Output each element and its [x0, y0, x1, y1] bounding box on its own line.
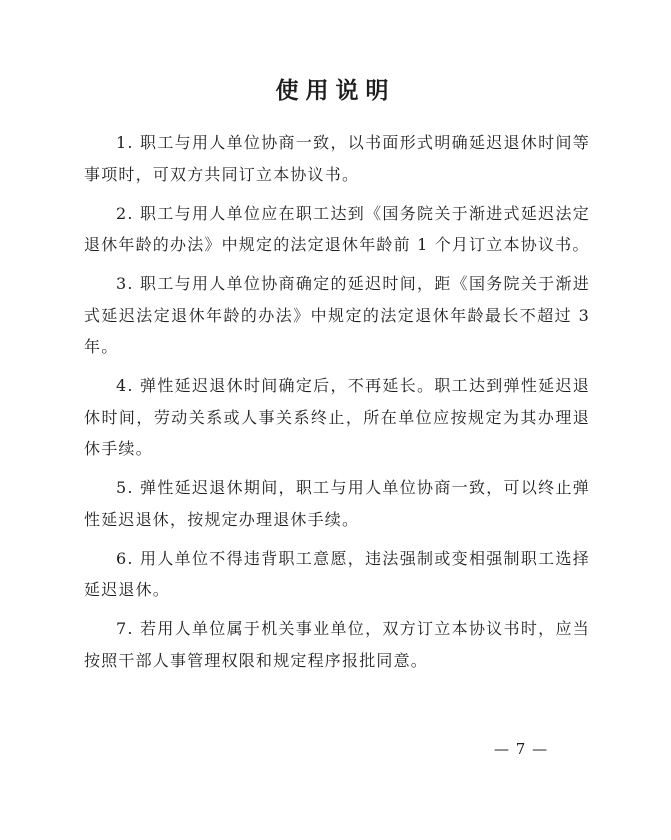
instruction-list [84, 127, 590, 684]
instruction-item-3: 3. 职工与用人单位协商确定的延迟时间，距《国务院关于渐进式延迟法定退休年龄的办法》中规定的法定退休年龄最长不超过 3 年。 [84, 274, 590, 356]
page-number: — 7 — [494, 740, 549, 758]
instruction-item-4: 4. 弹性延迟退休时间确定后，不再延长。职工达到弹性延迟退休时间，劳动关系或人事关系终止，所在单位应按规定为其办理退休手续。 [84, 376, 590, 458]
instruction-item-5: 5. 弹性延迟退休期间，职工与用人单位协商一致，可以终止弹性延迟退休，按规定办理退休手续。 [84, 478, 590, 529]
instruction-item-1: 1. 职工与用人单位协商一致，以书面形式明确延迟退休时间等事项时，可双方共同订立本协议书。 [84, 133, 590, 184]
page-title: 使用说明 [275, 77, 396, 104]
instruction-item-6: 6. 用人单位不得违背职工意愿，违法强制或变相强制职工选择延迟退休。 [84, 548, 590, 599]
instruction-item-2: 2. 职工与用人单位应在职工达到《国务院关于渐进式延迟法定退休年龄的办法》中规定的法定退休年龄前 1 个月订立本协议书。 [84, 203, 590, 254]
instruction-item-7: 7. 若用人单位属于机关事业单位，双方订立本协议书时，应当按照干部人事管理权限和规定程序报批同意。 [84, 619, 590, 670]
